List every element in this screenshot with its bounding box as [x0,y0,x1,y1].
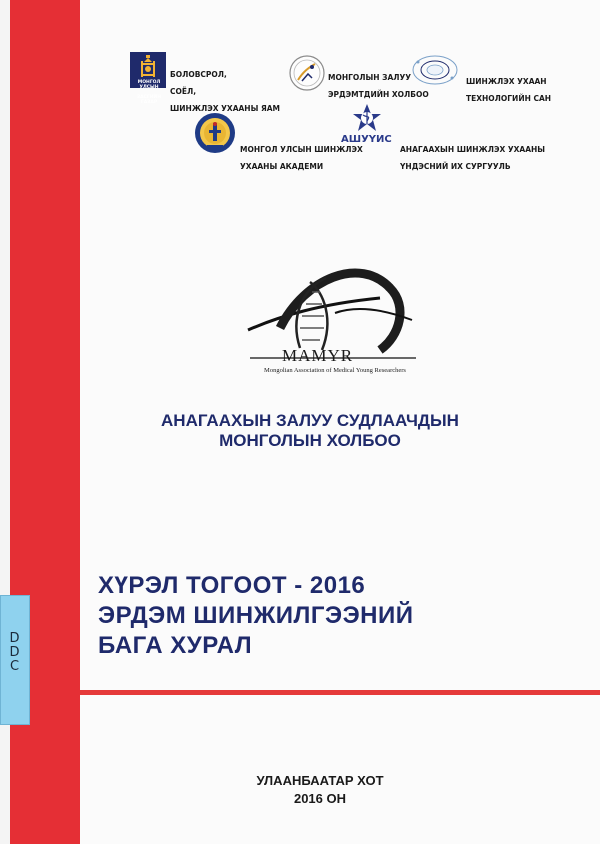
university-abbr: АШУҮИС [341,134,392,145]
city: УЛААНБААТАР ХОТ [256,773,384,788]
library-sticker-label: D D C [9,631,21,674]
conference-title: ХҮРЭЛ ТОГООТ - 2016 ЭРДЭМ ШИНЖИЛГЭЭНИЙ БАГА ХУРАЛ [98,572,414,659]
university-logo [350,104,384,134]
academy-seal-icon [194,112,236,154]
red-divider-line [80,690,600,695]
science-fund-name: ШИНЖЛЭХ УХААН ТЕХНОЛОГИЙН САН [466,76,552,103]
year: 2016 ОН [293,791,347,806]
young-scientists-emblem-icon [288,54,326,92]
science-fund-emblem-icon [410,52,460,88]
science-fund-logo [410,52,460,88]
mamyr-abbr: MAMYR [282,346,354,365]
medical-university-emblem-icon [350,104,384,134]
university-name: АНАГААХЫН ШИНЖЛЭХ УХААНЫ ҮНДЭСНИЙ ИХ СУРГУУЛЬ [400,144,546,171]
academy-logo [194,112,236,154]
young-scientists-name: МОНГОЛЫН ЗАЛУУ ЭРДЭМТДИЙН ХОЛБОО [328,72,429,99]
ministry-name: БОЛОВСРОЛ, СОЁЛ, ШИНЖЛЭХ УХААНЫ ЯАМ [170,69,281,113]
mamyr-full-name: Mongolian Association of Medical Young Researchers [264,367,406,374]
organization-name: АНАГААХЫН ЗАЛУУ СУДЛААЧДЫН МОНГОЛЫН ХОЛБОО [161,411,459,450]
place-and-year [220,772,420,808]
young-scientists-logo [288,54,326,92]
ministry-emblem-caption: МОНГОЛ УЛСЫН ЗАСГИЙН ГАЗАР [136,80,162,105]
academy-name: МОНГОЛ УЛСЫН ШИНЖЛЭХ УХААНЫ АКАДЕМИ [240,144,363,171]
